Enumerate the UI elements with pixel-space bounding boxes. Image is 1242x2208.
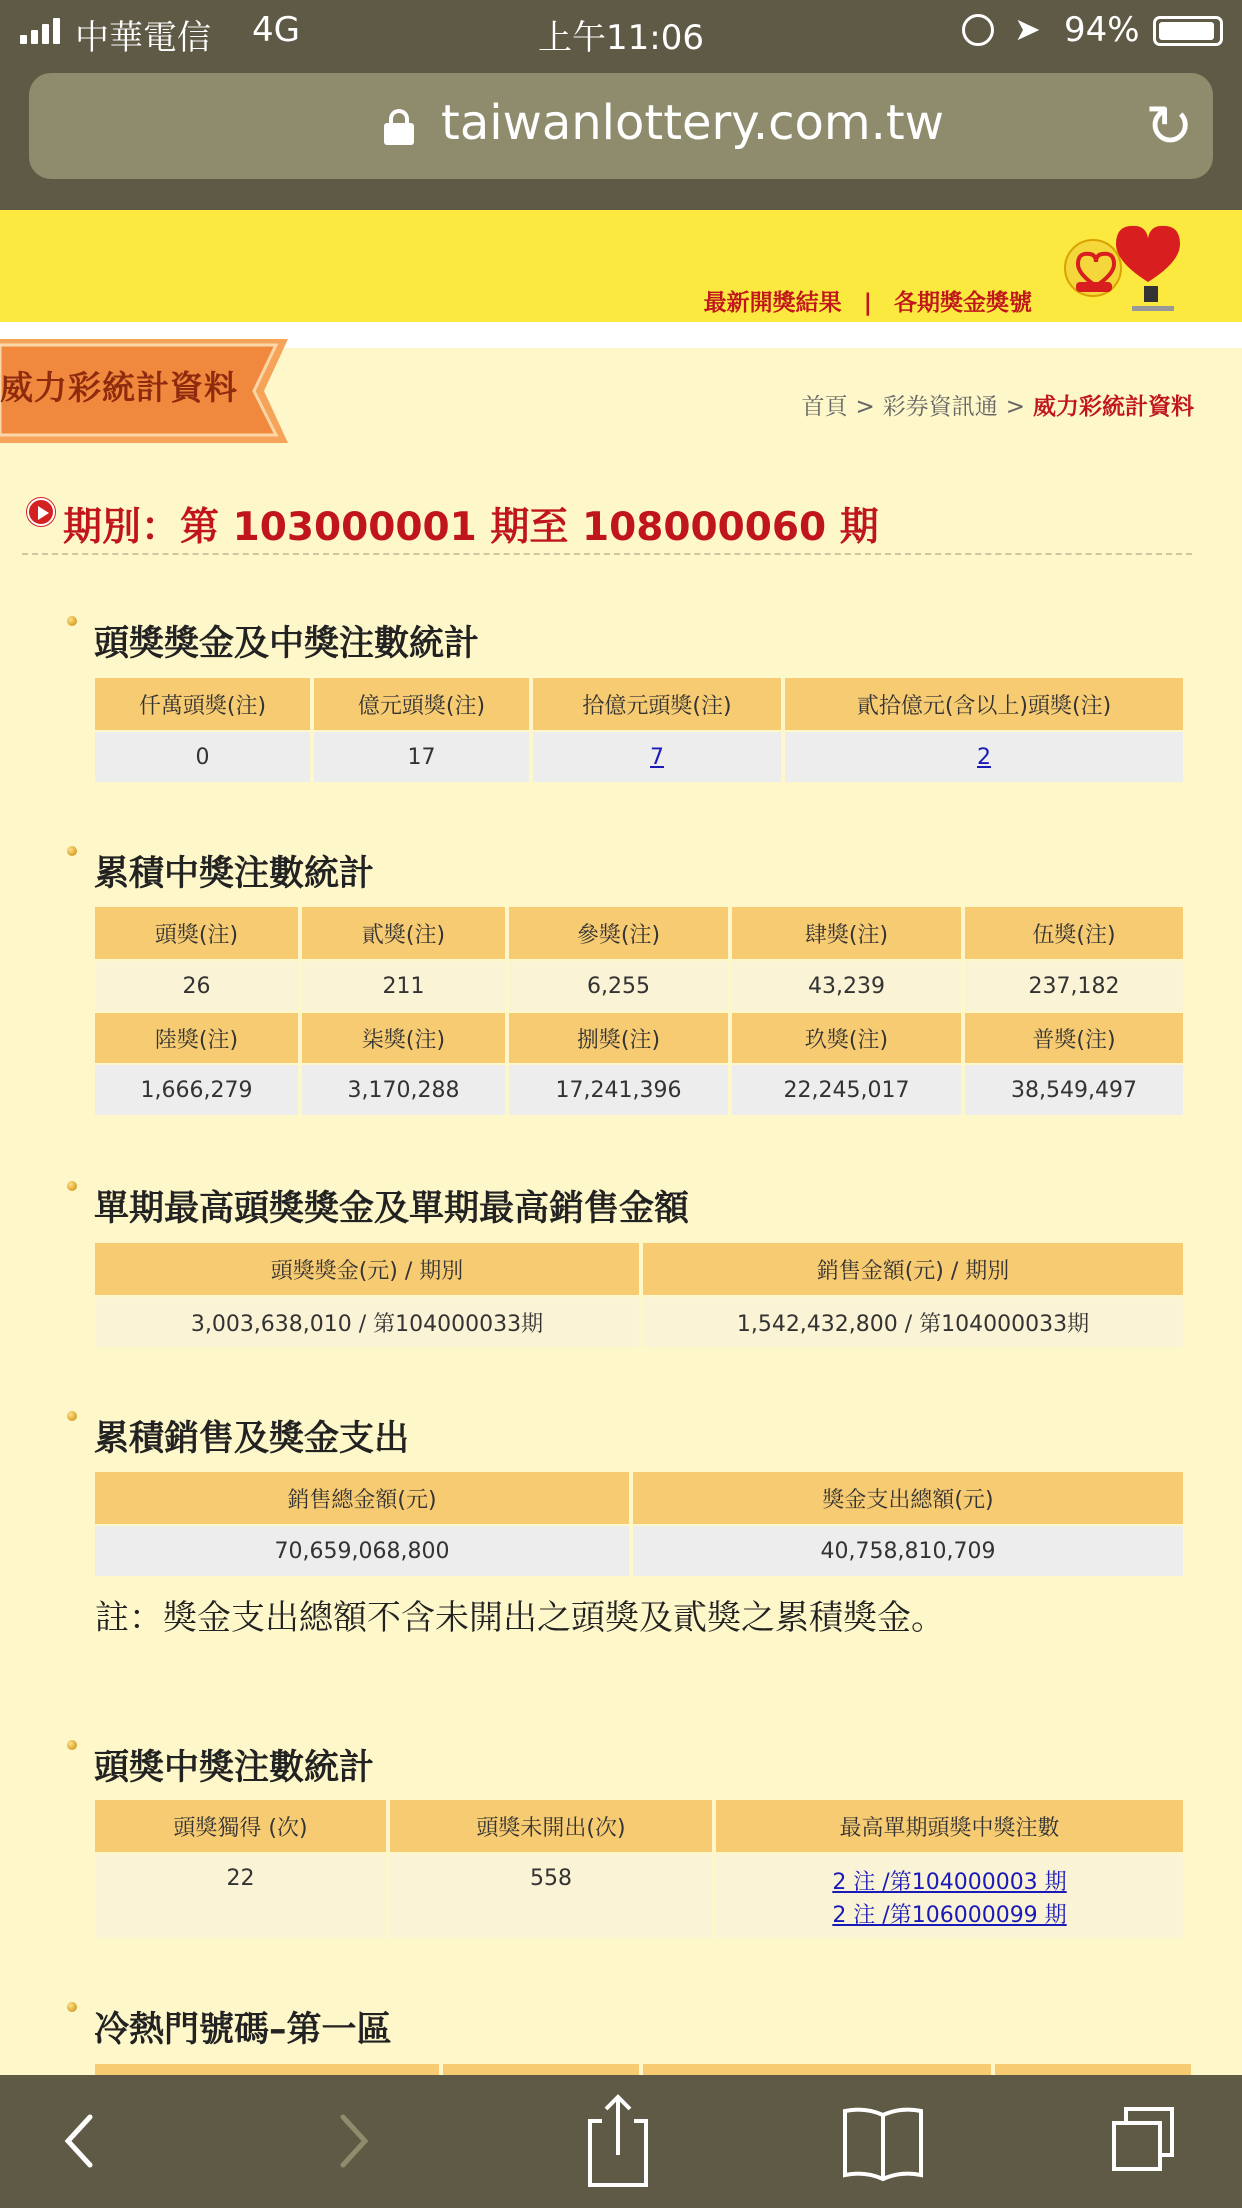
sales-note: 註：獎金支出總額不含未開出之頭獎及貳獎之累積獎金。 bbox=[95, 1598, 945, 1638]
network-type: 4G bbox=[252, 10, 300, 50]
browser-toolbar bbox=[0, 2075, 1242, 2208]
period-link[interactable]: 2 注 /第106000099 期 bbox=[832, 1903, 1067, 1928]
tabs-icon[interactable] bbox=[1104, 2075, 1184, 2208]
table-cell bbox=[533, 730, 781, 782]
table-header: 柒獎(注) bbox=[302, 1011, 505, 1063]
cell-link[interactable]: 7 bbox=[650, 744, 664, 770]
site-header bbox=[0, 210, 1242, 322]
table-header: 最高單期頭獎中獎注數 bbox=[716, 1800, 1183, 1852]
nav-history-results[interactable]: 各期獎金獎號 bbox=[894, 290, 1032, 316]
breadcrumb-current: 威力彩統計資料 bbox=[1033, 394, 1194, 420]
sales-table bbox=[91, 1472, 1187, 1576]
section-title: 冷熱門號碼–第一區 bbox=[72, 2002, 392, 2052]
table-header: 陸獎(注) bbox=[95, 1011, 298, 1063]
address-bar[interactable] bbox=[29, 73, 1213, 179]
table-cell: 1,542,432,800 / 第104000033期 bbox=[643, 1295, 1183, 1347]
table-header: 億元頭獎(注) bbox=[314, 678, 529, 730]
table-header: 銷售金額(元) / 期別 bbox=[643, 1243, 1183, 1295]
rotation-lock-icon bbox=[962, 14, 994, 46]
battery-percent: 94% bbox=[1064, 10, 1140, 50]
table-cell: 558 bbox=[390, 1852, 712, 1938]
battery-icon bbox=[1153, 16, 1223, 46]
table-header: 獎金支出總額(元) bbox=[633, 1472, 1183, 1524]
table-cell: 26 bbox=[95, 959, 298, 1011]
table-cell bbox=[716, 1852, 1183, 1938]
breadcrumb-info[interactable]: 彩券資訊通 bbox=[882, 394, 998, 420]
table-cell: 211 bbox=[302, 959, 505, 1011]
nav-latest-results[interactable]: 最新開獎結果 bbox=[703, 290, 842, 316]
cell-link[interactable]: 2 bbox=[977, 744, 991, 770]
section-title: 累積中獎注數統計 bbox=[72, 846, 374, 896]
url-text[interactable]: taiwanlottery.com.tw bbox=[441, 95, 944, 151]
header-nav bbox=[704, 284, 1032, 317]
period-link[interactable]: 2 注 /第104000003 期 bbox=[832, 1870, 1067, 1895]
max-single-table bbox=[91, 1243, 1187, 1347]
hot-cold-table-header bbox=[95, 2064, 1191, 2075]
bullet-icon bbox=[67, 1411, 77, 1421]
breadcrumb-separator: > bbox=[855, 394, 875, 420]
bullet-icon bbox=[67, 2002, 77, 2012]
section-title: 累積銷售及獎金支出 bbox=[72, 1411, 409, 1461]
table-cell: 43,239 bbox=[732, 959, 961, 1011]
table-header: 普獎(注) bbox=[965, 1011, 1183, 1063]
padlock-icon bbox=[384, 109, 414, 143]
breadcrumb-home[interactable]: 首頁 bbox=[801, 394, 848, 420]
table-cell bbox=[785, 730, 1183, 782]
table-cell: 17 bbox=[314, 730, 529, 782]
location-arrow-icon: ➤ bbox=[1014, 10, 1041, 48]
section-title: 頭獎獎金及中獎注數統計 bbox=[72, 616, 479, 666]
table-cell: 40,758,810,709 bbox=[633, 1524, 1183, 1576]
table-cell: 22,245,017 bbox=[732, 1063, 961, 1115]
browser-chrome bbox=[0, 62, 1242, 210]
table-cell: 3,003,638,010 / 第104000033期 bbox=[95, 1295, 639, 1347]
period-heading bbox=[27, 496, 879, 552]
reload-icon[interactable]: ↻ bbox=[1145, 92, 1194, 160]
nav-separator: | bbox=[863, 290, 872, 316]
table-cell: 3,170,288 bbox=[302, 1063, 505, 1115]
breadcrumb-separator: > bbox=[1005, 394, 1025, 420]
share-icon[interactable] bbox=[578, 2075, 658, 2208]
table-header: 頭獎未開出(次) bbox=[390, 1800, 712, 1852]
jackpot-counts-table bbox=[91, 678, 1187, 782]
table-header: 頭獎獎金(元) / 期別 bbox=[95, 1243, 639, 1295]
table-cell: 0 bbox=[95, 730, 310, 782]
page-title: 威力彩統計資料 bbox=[0, 368, 238, 407]
cumulative-table bbox=[91, 907, 1187, 1115]
play-bullet-icon bbox=[27, 498, 55, 526]
carrier-name: 中華電信 bbox=[75, 18, 211, 58]
table-header: 銷售總金額(元) bbox=[95, 1472, 629, 1524]
period-text: 期別：第 103000001 期至 108000060 期 bbox=[63, 505, 879, 550]
table-header: 玖獎(注) bbox=[732, 1011, 961, 1063]
status-time: 上午11:06 bbox=[538, 18, 704, 58]
status-bar bbox=[0, 0, 1242, 62]
bullet-icon bbox=[67, 616, 77, 626]
table-header: 拾億元頭獎(注) bbox=[533, 678, 781, 730]
table-header: 肆獎(注) bbox=[732, 907, 961, 959]
table-cell: 70,659,068,800 bbox=[95, 1524, 629, 1576]
table-cell: 1,666,279 bbox=[95, 1063, 298, 1115]
table-cell: 22 bbox=[95, 1852, 386, 1938]
table-header: 伍獎(注) bbox=[965, 907, 1183, 959]
table-header: 仟萬頭獎(注) bbox=[95, 678, 310, 730]
table-header: 捌獎(注) bbox=[509, 1011, 728, 1063]
bookmarks-icon[interactable] bbox=[838, 2075, 928, 2208]
table-header: 頭獎獨得 (次) bbox=[95, 1800, 386, 1852]
table-cell: 237,182 bbox=[965, 959, 1183, 1011]
table-header: 參獎(注) bbox=[509, 907, 728, 959]
table-cell: 6,255 bbox=[509, 959, 728, 1011]
back-icon[interactable] bbox=[50, 2075, 110, 2208]
jackpot-winners-table bbox=[91, 1800, 1187, 1938]
bullet-icon bbox=[67, 846, 77, 856]
table-header: 貳獎(注) bbox=[302, 907, 505, 959]
table-header: 貳拾億元(含以上)頭獎(注) bbox=[785, 678, 1183, 730]
section-title: 單期最高頭獎獎金及單期最高銷售金額 bbox=[72, 1181, 689, 1231]
breadcrumb bbox=[801, 388, 1194, 421]
divider bbox=[22, 553, 1192, 555]
forward-icon[interactable] bbox=[325, 2075, 385, 2208]
table-header: 頭獎(注) bbox=[95, 907, 298, 959]
table-cell: 17,241,396 bbox=[509, 1063, 728, 1115]
table-cell: 38,549,497 bbox=[965, 1063, 1183, 1115]
section-title: 頭獎中獎注數統計 bbox=[72, 1740, 374, 1790]
bullet-icon bbox=[67, 1181, 77, 1191]
charity-heart-logo-icon[interactable] bbox=[1058, 216, 1188, 316]
bullet-icon bbox=[67, 1740, 77, 1750]
